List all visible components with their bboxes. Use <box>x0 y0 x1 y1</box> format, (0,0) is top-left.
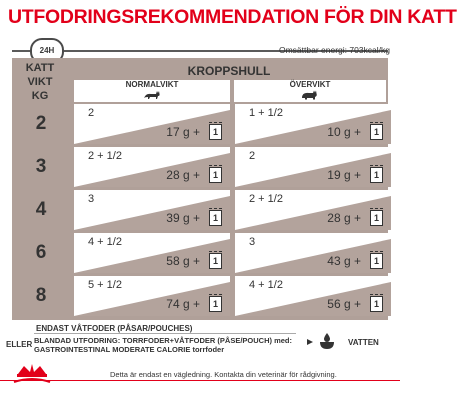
footer-rule <box>0 380 400 381</box>
cell-overweight <box>235 233 391 273</box>
row-weight-kg: 8 <box>35 285 47 306</box>
water-label: VATTEN <box>348 338 379 347</box>
dry-food-grams <box>327 125 361 139</box>
grams-value: 58 g <box>166 254 190 268</box>
grams-value: 39 g <box>166 211 190 225</box>
or-label: ELLER <box>6 340 33 349</box>
body-condition-header: KROPPSHULL <box>187 64 271 78</box>
royal-canin-logo <box>8 362 56 388</box>
page-title: UTFODRINGSREKOMMENDATION FÖR DIN KATT <box>8 6 457 28</box>
pouch-icon: 1 <box>370 124 383 140</box>
pouch-count: 2 + 1/2 <box>249 193 283 205</box>
column-normal-weight <box>74 80 230 102</box>
column-overweight <box>234 80 386 102</box>
grams-value: 28 g <box>166 168 190 182</box>
pouch-icon: 1 <box>209 167 222 183</box>
grams-value: 28 g <box>327 211 351 225</box>
pouch-icon: 1 <box>370 167 383 183</box>
pouch-icon: 1 <box>209 253 222 269</box>
cell-normal-weight <box>74 147 230 187</box>
column-overweight-label: ÖVERVIKT <box>289 80 331 89</box>
pouch-count: 4 + 1/2 <box>88 236 122 248</box>
weight-column-label <box>12 58 68 103</box>
weight-label-line-2: VIKT <box>27 76 53 88</box>
pouch-count: 2 <box>249 150 256 162</box>
dry-food-grams <box>166 211 200 225</box>
weight-label-line-1: KATT <box>25 62 55 74</box>
pouch-icon: 1 <box>370 253 383 269</box>
slim-cat-icon <box>142 90 162 100</box>
dry-food-grams <box>327 297 361 311</box>
dry-food-grams <box>166 297 200 311</box>
pouch-icon: 1 <box>209 210 222 226</box>
pouch-count: 3 <box>88 193 95 205</box>
only-wet-food-label: ENDAST VÅTFODER (PÅSAR/POUCHES) <box>36 324 193 333</box>
cell-normal-weight <box>74 104 230 144</box>
mixed-feeding-line-2: GASTROINTESTINAL MODERATE CALORIE torrfoder <box>34 345 225 354</box>
pouch-count: 3 <box>249 236 256 248</box>
pouch-count: 1 + 1/2 <box>249 107 283 119</box>
plus-sign: + <box>353 168 361 182</box>
mixed-feeding-line-1: BLANDAD UTFODRING: TORRFODER+VÅTFODER (PÅSE/POUCH) med: <box>34 336 292 345</box>
24h-badge: 24H <box>30 38 64 64</box>
pouch-count: 5 + 1/2 <box>88 279 122 291</box>
grams-value: 43 g <box>327 254 351 268</box>
cell-overweight <box>235 104 391 144</box>
pouch-count: 4 + 1/2 <box>249 279 283 291</box>
plus-sign: + <box>192 297 200 311</box>
plus-sign: + <box>353 297 361 311</box>
portion-wedge <box>74 190 230 230</box>
row-weight-kg: 4 <box>35 199 47 220</box>
cell-normal-weight <box>74 276 230 316</box>
grams-value: 74 g <box>166 297 190 311</box>
plus-sign: + <box>353 254 361 268</box>
pouch-icon: 1 <box>370 210 383 226</box>
pouch-icon: 1 <box>209 296 222 312</box>
cell-normal-weight <box>74 190 230 230</box>
dry-food-grams <box>327 211 361 225</box>
cell-overweight <box>235 190 391 230</box>
pouch-count: 2 <box>88 107 95 119</box>
plus-sign: + <box>192 254 200 268</box>
dry-food-grams <box>327 254 361 268</box>
overweight-cat-icon <box>300 90 320 100</box>
dry-food-grams <box>166 125 200 139</box>
plus-sign: + <box>353 125 361 139</box>
water-bowl-icon <box>316 330 338 352</box>
cell-overweight <box>235 276 391 316</box>
pouch-icon: 1 <box>209 124 222 140</box>
portion-wedge <box>235 233 391 273</box>
dry-food-grams <box>327 168 361 182</box>
row-weight-kg: 6 <box>35 242 47 263</box>
disclaimer: Detta är endast en vägledning. Kontakta din veterinär för rådgivning. <box>110 370 337 379</box>
cell-overweight <box>235 147 391 187</box>
arrow-right-icon <box>306 338 314 346</box>
portion-wedge <box>235 147 391 187</box>
column-normal-weight-label: NORMALVIKT <box>125 80 179 89</box>
portion-wedge <box>74 104 230 144</box>
energy-note: Omsättbar energi: 703kcal/kg <box>278 45 390 55</box>
plus-sign: + <box>192 211 200 225</box>
cell-normal-weight <box>74 233 230 273</box>
pouch-icon: 1 <box>370 296 383 312</box>
grams-value: 56 g <box>327 297 351 311</box>
grams-value: 10 g <box>327 125 351 139</box>
plus-sign: + <box>192 125 200 139</box>
grams-value: 17 g <box>166 125 190 139</box>
grams-value: 19 g <box>327 168 351 182</box>
weight-label-line-3: KG <box>31 90 49 102</box>
dry-food-grams <box>166 254 200 268</box>
dry-food-grams <box>166 168 200 182</box>
row-weight-kg: 2 <box>35 113 47 134</box>
pouch-count: 2 + 1/2 <box>88 150 122 162</box>
plus-sign: + <box>353 211 361 225</box>
plus-sign: + <box>192 168 200 182</box>
row-weight-kg: 3 <box>35 156 47 177</box>
mixed-feeding-note <box>34 336 292 354</box>
